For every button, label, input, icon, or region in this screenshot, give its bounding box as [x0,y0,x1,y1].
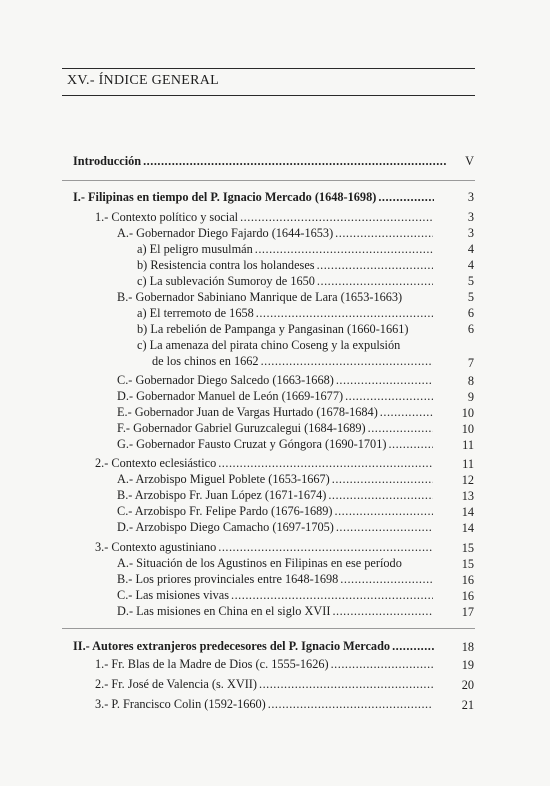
toc-entry-pampanga[interactable] [137,321,439,338]
dot-leader [332,603,433,620]
toc-page-number: 10 [461,422,474,436]
toc-page-number: 3 [467,190,474,204]
dot-leader [255,241,433,258]
toc-entry-label: 3.- P. Francisco Colin (1592-1660) [95,697,266,711]
toc-page-number: 13 [461,489,474,503]
toc-page-number: 19 [461,658,474,672]
toc-entry-fajardo[interactable] [117,225,435,242]
section-separator [62,180,475,181]
page-header-title: XV.- ÍNDICE GENERAL [67,73,220,88]
toc-entry-label: C.- Las misiones vivas [117,588,230,602]
toc-entry-leon[interactable] [117,388,435,405]
toc-entry-guruzcalegui[interactable] [117,420,435,437]
toc-entry-situacion-agustinos[interactable] [117,555,439,572]
toc-entry-label: G.- Gobernador Fausto Cruzat y Góngora (1690-1701) [117,437,387,451]
toc-entry-coseng[interactable] [152,353,435,370]
toc-page-number: V [465,154,474,168]
toc-entry-part-2[interactable] [73,638,436,655]
toc-entry-label: 2.- Fr. José de Valencia (s. XVII) [95,677,257,691]
toc-page-number: 14 [461,505,474,519]
dot-leader [335,225,433,242]
toc-entry-blas[interactable] [95,656,435,673]
toc-entry-label: a) El peligro musulmán [137,242,253,256]
toc-entry-label: B.- Los priores provinciales entre 1648-1698 [117,572,339,586]
toc-page-number: 12 [461,473,474,487]
toc-page-number: 11 [462,457,474,471]
dot-leader [336,372,433,389]
toc-page-number: 3 [467,226,474,240]
toc-entry-priores[interactable] [117,571,435,588]
toc-entry-label: A.- Arzobispo Miguel Poblete (1653-1667) [117,472,330,486]
toc-page-number: 16 [461,589,474,603]
toc-entry-poblete[interactable] [117,471,435,488]
toc-entry-label: B.- Arzobispo Fr. Juan López (1671-1674) [117,488,327,502]
toc-entry-label: Introducción [73,154,142,168]
toc-page-number: 6 [467,306,474,320]
dot-leader [317,257,433,274]
toc-page-number: 8 [467,374,474,388]
toc-entry-label: 2.- Contexto eclesiástico [95,456,217,470]
dot-leader [143,153,446,170]
toc-entry-label: F.- Gobernador Gabriel Guruzcalegui (1684-1689) [117,421,366,435]
dot-leader [388,436,433,453]
dot-leader [380,404,433,421]
toc-entry-label: D.- Arzobispo Diego Camacho (1697-1705) [117,520,334,534]
dot-leader [336,519,433,536]
toc-entry-introduccion[interactable] [73,153,448,170]
dot-leader [317,273,433,290]
toc-entry-label: E.- Gobernador Juan de Vargas Hurtado (1678-1684) [117,405,378,419]
toc-page-number: 6 [467,322,474,336]
toc-entry-part-1[interactable] [73,189,436,206]
toc-page-number: 15 [461,557,474,571]
dot-leader [231,587,433,604]
dot-leader [328,487,433,504]
toc-page-number: 17 [461,605,474,619]
dot-leader [410,321,437,338]
toc-entry-label: II.- Autores extranjeros predecesores del P. Ignacio Mercado [73,639,391,653]
dot-leader [331,656,433,673]
toc-page-number: 11 [462,438,474,452]
toc-entry-label: c) La sublevación Sumoroy de 1650 [137,274,315,288]
dot-leader [218,455,433,472]
toc-page-number: 4 [467,258,474,272]
toc-page-number: 20 [461,678,474,692]
toc-entry-contexto-politico[interactable] [95,209,435,226]
toc-page-number: 14 [461,521,474,535]
toc-entry-coseng-line1: c) La amenaza del pirata chino Coseng y la expulsión [137,338,401,352]
dot-leader [404,289,437,306]
dot-leader [378,189,434,206]
toc-entry-label: D.- Gobernador Manuel de León (1669-1677) [117,389,344,403]
dot-leader [340,571,433,588]
toc-entry-label: b) Resistencia contra los holandeses [137,258,315,272]
dot-leader [335,503,433,520]
toc-page-number: 7 [467,356,474,370]
toc-entry-pardo[interactable] [117,503,435,520]
dot-leader [368,420,433,437]
toc-entry-label: 1.- Fr. Blas de la Madre de Dios (c. 1555-1626) [95,657,329,671]
dot-leader [332,471,433,488]
toc-entry-terremoto[interactable] [137,305,435,322]
toc-entry-holandeses[interactable] [137,257,435,274]
toc-page-number: 21 [461,698,474,712]
dot-leader [240,209,433,226]
toc-entry-label: 3.- Contexto agustiniano [95,540,217,554]
dot-leader [218,539,433,556]
toc-entry-lopez[interactable] [117,487,435,504]
dot-leader [268,696,433,713]
toc-page-number: 9 [467,390,474,404]
dot-leader [345,388,433,405]
toc-entry-camacho[interactable] [117,519,435,536]
toc-entry-colin[interactable] [95,696,435,713]
section-separator [62,628,475,629]
toc-entry-label: D.- Las misiones en China en el siglo XVII [117,604,331,618]
dot-leader [404,555,437,572]
toc-page-number: 4 [467,242,474,256]
dot-leader [261,353,433,370]
toc-entry-salcedo[interactable] [117,372,435,389]
toc-page-number: 16 [461,573,474,587]
toc-entry-label: 1.- Contexto político y social [95,210,239,224]
toc-entry-misiones-vivas[interactable] [117,587,435,604]
toc-entry-label: A.- Situación de los Agustinos en Filipinas en ese período [117,556,402,570]
toc-entry-sumoroy[interactable] [137,273,435,290]
toc-page-number: 5 [467,274,474,288]
toc-entry-contexto-eclesiastico[interactable] [95,455,435,472]
toc-entry-label: A.- Gobernador Diego Fajardo (1644-1653) [117,226,334,240]
toc-entry-label: C.- Gobernador Diego Salcedo (1663-1668) [117,373,334,387]
toc-entry-cruzat[interactable] [117,436,435,453]
dot-leader [392,638,434,655]
toc-page-number: 15 [461,541,474,555]
toc-entry-valencia[interactable] [95,676,435,693]
toc-page-number: 18 [461,640,474,654]
toc-entry-label: a) El terremoto de 1658 [137,306,254,320]
toc-entry-vargas[interactable] [117,404,435,421]
dot-leader [259,676,433,693]
toc-entry-manrique[interactable] [117,289,439,306]
toc-page-number: 3 [467,210,474,224]
toc-entry-peligro-musulman[interactable] [137,241,435,258]
toc-entry-label: de los chinos en 1662 [152,354,259,368]
toc-entry-label: C.- Arzobispo Fr. Felipe Pardo (1676-1689) [117,504,333,518]
toc-page-number: 5 [467,290,474,304]
toc-entry-label: B.- Gobernador Sabiniano Manrique de Lara (1653-1663) [117,290,403,304]
toc-page-number: 10 [461,406,474,420]
toc-entry-contexto-agustiniano[interactable] [95,539,435,556]
toc-entry-label: I.- Filipinas en tiempo del P. Ignacio Mercado (1648-1698) [73,190,377,204]
toc-entry-misiones-china[interactable] [117,603,435,620]
dot-leader [256,305,433,322]
toc-entry-label: b) La rebelión de Pampanga y Pangasinan (1660-1661) [137,322,409,336]
